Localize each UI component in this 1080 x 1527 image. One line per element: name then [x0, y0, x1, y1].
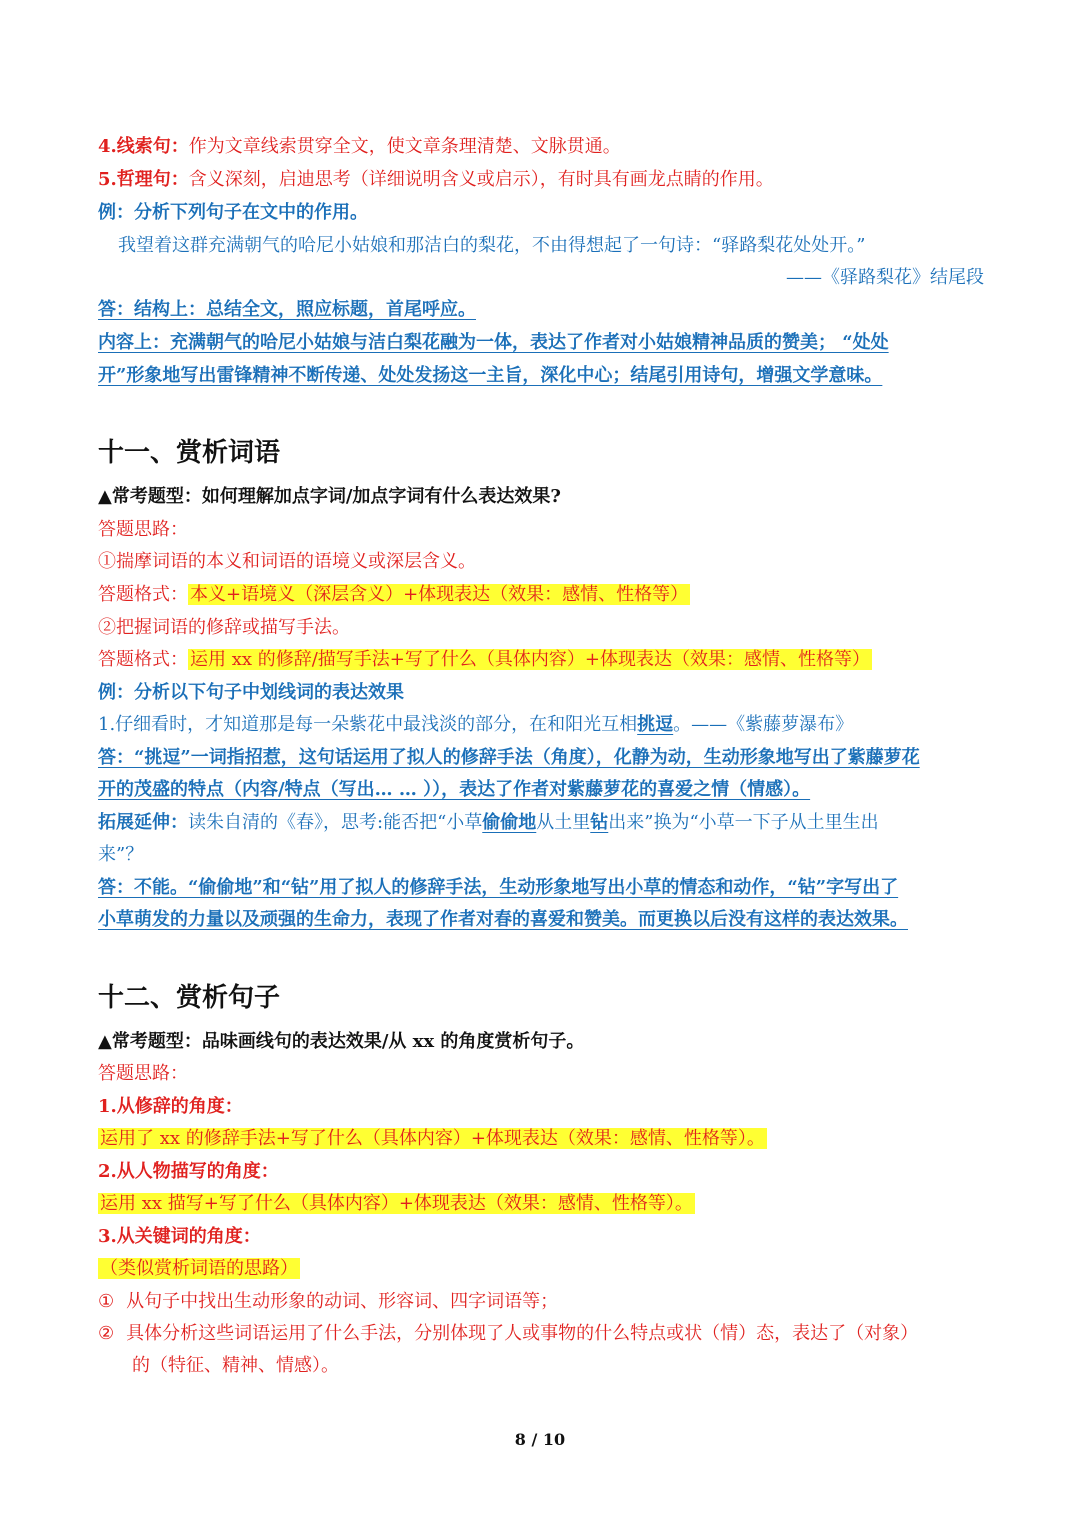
format-highlight-1: 本义+语境义（深层含义）+体现表达（效果：感情、性格等） — [190, 584, 689, 605]
angle-2-text: 运用 xx 描写+写了什么（具体内容）+体现表达（效果：感情、性格等）。 — [100, 1193, 693, 1214]
point-2-continuation: 的（特征、精神、情感）。 — [132, 1355, 339, 1376]
angle-1-text-line — [98, 1126, 767, 1152]
example-sentence — [98, 712, 853, 738]
quote-source: ——《驿路梨花》结尾段 — [786, 267, 984, 288]
page-number: 8 / 10 — [514, 1430, 566, 1449]
answer-line-3: 开”形象地写出雷锋精神不断传递、处处发扬这一主旨，深化中心；结尾引用诗句，增强文学意味。 — [98, 365, 883, 386]
angle-1-title: 1.从修辞的角度： — [98, 1096, 243, 1117]
example-post: 。——《紫藤萝瀑布》 — [673, 714, 854, 735]
extension-label: 拓展延伸： — [98, 812, 188, 833]
answer-11-line-3: 答：不能。“偷偷地”和“钻”用了拟人的修辞手法，生动形象地写出小草的情态和动作，“钻”字写出了 — [98, 877, 899, 898]
extension-line — [98, 810, 879, 836]
angle-3-text: （类似赏析词语的思路） — [100, 1258, 298, 1279]
philosophy-sentence-label: 5.哲理句： — [98, 169, 189, 190]
answer-11-line-1: 答：“挑逗”一词指招惹，这句话运用了拟人的修辞手法（角度），化静为动，生动形象地写出了紫藤萝花 — [98, 747, 920, 768]
underlined-word: 钻 — [590, 812, 609, 833]
thinking-label-12: 答题思路： — [98, 1063, 188, 1084]
angle-2-title: 2.从人物描写的角度： — [98, 1161, 279, 1182]
example-title-11: 例：分析以下句子中划线词的表达效果 — [98, 682, 404, 703]
angle-3-text-line — [98, 1256, 300, 1282]
clue-sentence-text: 作为文章线索贯穿全文，使文章条理清楚、文脉贯通。 — [188, 136, 621, 157]
answer-11-line-2: 开的茂盛的特点（内容/特点（写出… … ）），表达了作者对紫藤萝花的喜爱之情（情感）。 — [98, 779, 811, 800]
extension-line-2: 来”？ — [98, 844, 144, 865]
underlined-word: 挑逗 — [637, 714, 674, 735]
point-2-number: ② — [98, 1323, 115, 1344]
point-2-text: 具体分析这些词语运用了什么手法，分别体现了人或事物的什么特点或状（情）态，表达了（对象） — [126, 1323, 919, 1344]
question-type-12: ▲常考题型：品味画线句的表达效果/从 xx 的角度赏析句子。 — [98, 1031, 585, 1052]
section-heading-12: 十二、赏析句子 — [98, 983, 281, 1013]
point-1-text: 从句子中找出生动形象的动词、形容词、四字词语等； — [126, 1291, 559, 1312]
extension-post: 出来”换为“小草一下子从土里生出 — [608, 812, 879, 833]
extension-pre: 读朱自清的《春》，思考:能否把“小草 — [188, 812, 483, 833]
step-2: ②把握词语的修辞或描写手法。 — [98, 617, 350, 638]
format-label: 答题格式： — [98, 649, 188, 670]
extension-mid: 从土里 — [536, 812, 591, 833]
clue-sentence-line — [98, 134, 621, 160]
underlined-word: 偷偷地 — [482, 812, 537, 833]
angle-3-title: 3.从关键词的角度： — [98, 1226, 261, 1247]
format-line-2 — [98, 647, 872, 673]
format-line-1 — [98, 582, 690, 608]
philosophy-sentence-text: 含义深刻，启迪思考（详细说明含义或启示），有时具有画龙点睛的作用。 — [188, 169, 774, 190]
answer-11-line-4: 小草萌发的力量以及顽强的生命力，表现了作者对春的喜爱和赞美。而更换以后没有这样的表达效果。 — [98, 909, 908, 930]
answer-line-1: 答：结构上：总结全文，照应标题，首尾呼应。 — [98, 299, 476, 320]
format-label: 答题格式： — [98, 584, 188, 605]
answer-line-2: 内容上：充满朝气的哈尼小姑娘与洁白梨花融为一体，表达了作者对小姑娘精神品质的赞美； “处处 — [98, 332, 889, 353]
example-pre: 1.仔细看时，才知道那是每一朵紫花中最浅淡的部分，在和阳光互相 — [98, 714, 638, 735]
clue-sentence-label: 4.线索句： — [98, 136, 189, 157]
question-type-11: ▲常考题型：如何理解加点字词/加点字词有什么表达效果? — [98, 486, 561, 507]
thinking-label-11: 答题思路： — [98, 519, 188, 540]
angle-1-text: 运用了 xx 的修辞手法+写了什么（具体内容）+体现表达（效果：感情、性格等）。 — [100, 1128, 765, 1149]
section-heading-11: 十一、赏析词语 — [98, 438, 281, 468]
point-1 — [98, 1289, 558, 1315]
example-quote: 我望着这群充满朝气的哈尼小姑娘和那洁白的梨花，不由得想起了一句诗：“驿路梨花处处开。” — [118, 235, 866, 256]
example-title: 例：分析下列句子在文中的作用。 — [98, 202, 368, 223]
format-highlight-2: 运用 xx 的修辞/描写手法+写了什么（具体内容）+体现表达（效果：感情、性格等） — [190, 649, 870, 670]
step-1: ①揣摩词语的本义和词语的语境义或深层含义。 — [98, 551, 476, 572]
point-2 — [98, 1321, 918, 1347]
angle-2-text-line — [98, 1191, 695, 1217]
philosophy-sentence-line — [98, 167, 774, 193]
point-1-number: ① — [98, 1291, 115, 1312]
